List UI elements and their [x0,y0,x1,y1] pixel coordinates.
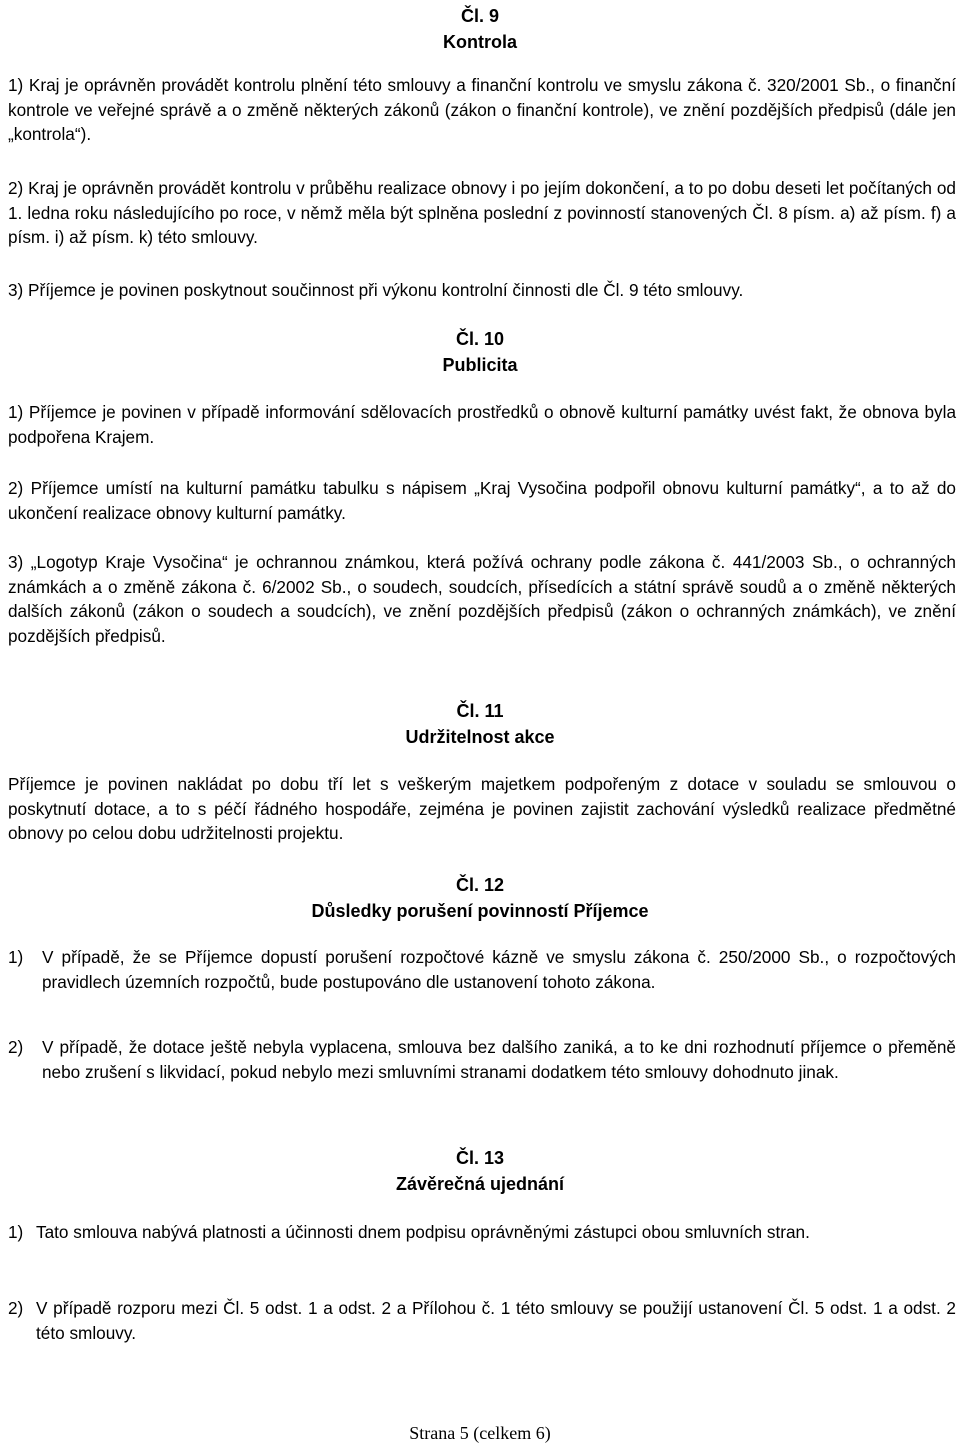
article-12-item-2-number: 2) [8,1037,24,1057]
article-11-number: Čl. 11 [456,701,504,721]
article-12-item-1-text: V případě, že se Příjemce dopustí porušení rozpočtové kázně ve smyslu zákona č. 250/2000 Sb., o rozpočtových pravidlech územních rozpočtů, bude postupováno dle ustanovení tohoto zákona. [42,947,956,992]
page-footer: Strana 5 (celkem 6) [409,1423,551,1443]
article-10-number: Čl. 10 [455,329,505,349]
article-10-paragraph-3: 3) „Logotyp Kraje Vysočina“ je ochrannou známkou, která požívá ochrany podle zákona č. 441/2003 Sb., o ochranných známkách a o změně zákona č. 6/2002 Sb., o soudech, soudcích, přísedících a státní správě soudů a o změně některých dalších zákonů (zákon o soudech a soudcích), ve znění pozdějších předpisů (zákon o ochranných známkách), ve znění pozdějších předpisů. [8,552,956,646]
article-11-paragraph-1: Příjemce je povinen nakládat po dobu tří let s veškerým majetkem podpořeným z dotace v souladu se smlouvou o poskytnutí dotace, a to s péčí řádného hospodáře, zejména je povinen zajistit zachování výsledků realizace předmětné obnovy po celou dobu udržitelnosti projektu. [8,774,956,844]
article-12-title: Důsledky porušení povinností Příjemce [311,901,649,921]
article-13-title: Závěrečná ujednání [395,1174,565,1194]
article-13-item-2-text: V případě rozporu mezi Čl. 5 odst. 1 a odst. 2 a Přílohou č. 1 této smlouvy se použijí ustanovení Čl. 5 odst. 1 a odst. 2 této smlouvy. [36,1298,956,1343]
article-12-item-2-text: V případě, že dotace ještě nebyla vyplacena, smlouva bez dalšího zaniká, a to ke dni rozhodnutí příjemce o přeměně nebo zrušení s likvidací, pokud nebylo mezi smluvními stranami dodatkem této smlouvy dohodnuto jinak. [42,1037,956,1082]
article-13-item-1-text: Tato smlouva nabývá platnosti a účinnosti dnem podpisu oprávněnými zástupci obou smluvních stran. [36,1222,810,1242]
article-13-item-1 [8,1220,956,1245]
article-11-heading [0,698,960,750]
article-9-number: Čl. 9 [460,6,499,26]
article-13-item-2-number: 2) [8,1298,24,1318]
article-12-item-1 [8,945,956,994]
article-10-heading [0,326,960,378]
article-13-heading [0,1145,960,1197]
article-11-title: Udržitelnost akce [405,727,555,747]
article-12-item-1-number: 1) [8,947,24,967]
article-12-number: Čl. 12 [455,875,505,895]
article-13-item-1-number: 1) [8,1222,24,1242]
article-12-heading [0,872,960,924]
article-13-number: Čl. 13 [455,1148,505,1168]
article-9-paragraph-3: 3) Příjemce je povinen poskytnout součinnost při výkonu kontrolní činnosti dle Čl. 9 této smlouvy. [8,280,744,300]
article-12-item-2 [8,1035,956,1084]
article-13-item-2 [8,1296,956,1345]
article-9-heading [0,3,960,55]
article-10-paragraph-2: 2) Příjemce umístí na kulturní památku tabulku s nápisem „Kraj Vysočina podpořil obnovu kulturní památky“, a to až do ukončení realizace obnovy kulturní památky. [8,478,956,523]
article-9-paragraph-1: 1) Kraj je oprávněn provádět kontrolu plnění této smlouvy a finanční kontrolu ve smyslu zákona č. 320/2001 Sb., o finanční kontrole ve veřejné správě a o změně některých zákonů (zákon o finanční kontrole), ve znění pozdějších předpisů (dále jen „kontrola“). [8,75,956,145]
article-10-paragraph-1: 1) Příjemce je povinen v případě informování sdělovacích prostředků o obnově kulturní památky uvést fakt, že obnova byla podpořena Krajem. [8,402,956,447]
article-9-title: Kontrola [443,32,517,52]
article-10-title: Publicita [442,355,518,375]
article-9-paragraph-2: 2) Kraj je oprávněn provádět kontrolu v průběhu realizace obnovy i po jejím dokončení, a to po dobu deseti let počítaných od 1. ledna roku následujícího po roce, v němž měla být splněna poslední z povinností stanovených Čl. 8 písm. a) až písm. f) a písm. i) až písm. k) této smlouvy. [8,178,956,248]
